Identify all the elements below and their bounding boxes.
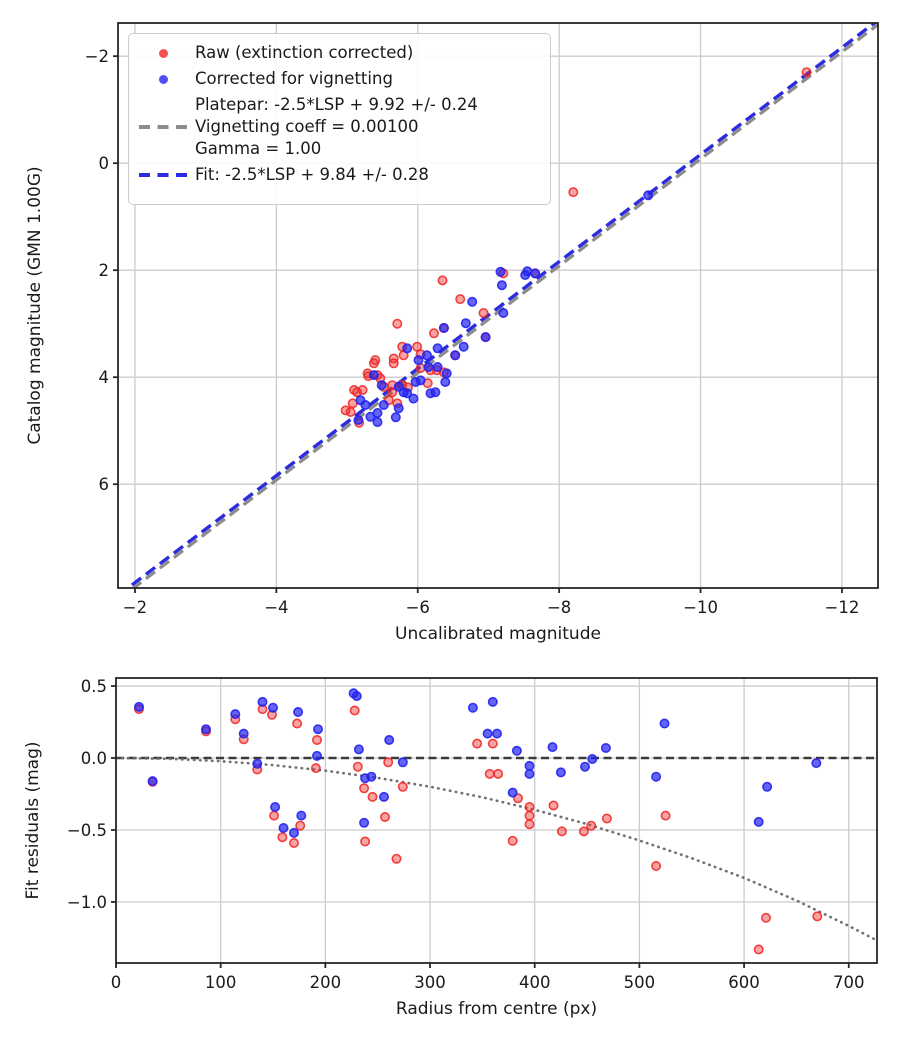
scatter-point-blue bbox=[378, 381, 386, 389]
scatter-point-blue bbox=[440, 324, 448, 332]
scatter-point-blue bbox=[489, 698, 497, 706]
y-tick-label: −0.5 bbox=[66, 821, 107, 840]
x-tick-label: 700 bbox=[832, 973, 865, 992]
scatter-point-blue bbox=[433, 344, 441, 352]
x-tick-label: −2 bbox=[122, 598, 148, 617]
scatter-point-red bbox=[312, 764, 320, 772]
scatter-point-red bbox=[549, 801, 557, 809]
scatter-point-red bbox=[430, 329, 438, 337]
scatter-point-red bbox=[270, 811, 278, 819]
scatter-point-red bbox=[353, 388, 361, 396]
platepar-dash-icon bbox=[139, 125, 187, 129]
scatter-point-blue bbox=[202, 725, 210, 733]
raw-dot-marker-icon bbox=[159, 49, 168, 58]
scatter-point-red bbox=[558, 827, 566, 835]
scatter-point-red bbox=[399, 783, 407, 791]
scatter-point-red bbox=[296, 822, 304, 830]
scatter-point-red bbox=[293, 719, 301, 727]
x-tick-label: 400 bbox=[518, 973, 551, 992]
scatter-point-blue bbox=[399, 388, 407, 396]
scatter-point-red bbox=[384, 758, 392, 766]
x-tick-label: 100 bbox=[204, 973, 237, 992]
scatter-point-blue bbox=[373, 418, 381, 426]
legend-label-corrected: Corrected for vignetting bbox=[195, 69, 393, 88]
fit-dash-icon bbox=[139, 173, 187, 177]
scatter-point-blue bbox=[385, 736, 393, 744]
scatter-point-blue bbox=[380, 793, 388, 801]
scatter-point-red bbox=[652, 862, 660, 870]
scatter-point-blue bbox=[240, 729, 248, 737]
scatter-point-blue bbox=[297, 811, 305, 819]
scatter-point-blue bbox=[499, 309, 507, 317]
y-tick-label: 0.5 bbox=[80, 677, 107, 697]
legend-label-gamma: Gamma = 1.00 bbox=[195, 139, 322, 158]
scatter-point-red bbox=[486, 770, 494, 778]
y-tick-label: 4 bbox=[98, 368, 109, 388]
scatter-point-blue bbox=[531, 269, 539, 277]
scatter-point-red bbox=[361, 837, 369, 845]
scatter-point-red bbox=[351, 706, 359, 714]
scatter-point-red bbox=[313, 736, 321, 744]
scatter-point-blue bbox=[416, 376, 424, 384]
scatter-point-blue bbox=[557, 768, 565, 776]
scatter-point-blue bbox=[548, 743, 556, 751]
scatter-point-red bbox=[494, 770, 502, 778]
scatter-point-blue bbox=[451, 351, 459, 359]
scatter-point-blue bbox=[403, 344, 411, 352]
legend-label-platepar: Platepar: -2.5*LSP + 9.92 +/- 0.24 bbox=[195, 95, 478, 114]
scatter-point-red bbox=[390, 359, 398, 367]
x-tick-label: 0 bbox=[110, 973, 122, 992]
scatter-point-red bbox=[802, 68, 810, 76]
x-tick-label: −10 bbox=[683, 598, 718, 617]
scatter-point-blue bbox=[483, 729, 491, 737]
scatter-point-blue bbox=[354, 416, 362, 424]
scatter-point-blue bbox=[443, 369, 451, 377]
scatter-point-blue bbox=[581, 763, 589, 771]
legend-entry-raw bbox=[137, 42, 540, 64]
scatter-point-red bbox=[525, 803, 533, 811]
scatter-point-red bbox=[370, 359, 378, 367]
scatter-point-blue bbox=[431, 388, 439, 396]
scatter-point-blue bbox=[409, 394, 417, 402]
scatter-point-red bbox=[762, 914, 770, 922]
scatter-point-red bbox=[278, 833, 286, 841]
legend-entry-fit bbox=[137, 164, 540, 186]
scatter-point-blue bbox=[509, 788, 517, 796]
scatter-point-blue bbox=[423, 351, 431, 359]
legend-entry-corrected bbox=[137, 68, 540, 90]
scatter-point-red bbox=[569, 188, 577, 196]
y-axis-label: Catalog magnitude (GMN 1.00G) bbox=[25, 166, 45, 445]
scatter-point-blue bbox=[290, 829, 298, 837]
scatter-point-blue bbox=[644, 191, 652, 199]
scatter-point-red bbox=[525, 811, 533, 819]
legend-entry-platepar bbox=[137, 94, 540, 160]
scatter-point-blue bbox=[367, 773, 375, 781]
scatter-point-blue bbox=[462, 319, 470, 327]
scatter-point-red bbox=[587, 822, 595, 830]
x-axis-label: Uncalibrated magnitude bbox=[395, 624, 601, 644]
scatter-point-red bbox=[354, 763, 362, 771]
scatter-point-blue bbox=[414, 356, 422, 364]
scatter-point-red bbox=[438, 276, 446, 284]
scatter-point-blue bbox=[755, 818, 763, 826]
scatter-point-blue bbox=[525, 770, 533, 778]
x-tick-label: −12 bbox=[824, 598, 860, 617]
scatter-point-blue bbox=[602, 744, 610, 752]
scatter-point-red bbox=[393, 320, 401, 328]
scatter-point-blue bbox=[314, 725, 322, 733]
scatter-point-blue bbox=[269, 704, 277, 712]
scatter-point-blue bbox=[135, 703, 143, 711]
scatter-point-blue bbox=[812, 759, 820, 767]
x-tick-label: 300 bbox=[414, 973, 446, 992]
scatter-point-red bbox=[489, 739, 497, 747]
scatter-point-red bbox=[813, 912, 821, 920]
scatter-point-red bbox=[473, 739, 481, 747]
scatter-point-blue bbox=[763, 783, 771, 791]
scatter-point-blue bbox=[380, 401, 388, 409]
scatter-point-blue bbox=[496, 268, 504, 276]
x-tick-label: 200 bbox=[309, 973, 342, 992]
y-tick-label: 2 bbox=[98, 261, 109, 281]
scatter-point-red bbox=[580, 827, 588, 835]
x-tick-label: 600 bbox=[728, 973, 760, 992]
x-tick-label: 500 bbox=[623, 973, 656, 992]
legend-label-raw: Raw (extinction corrected) bbox=[195, 43, 414, 62]
scatter-point-blue bbox=[481, 333, 489, 341]
scatter-point-blue bbox=[395, 404, 403, 412]
scatter-point-red bbox=[381, 813, 389, 821]
scatter-point-blue bbox=[652, 773, 660, 781]
scatter-point-blue bbox=[660, 719, 668, 727]
x-axis-label: Radius from centre (px) bbox=[395, 999, 598, 1019]
y-tick-label: 6 bbox=[98, 475, 109, 495]
legend-label-vignetting-coeff: Vignetting coeff = 0.00100 bbox=[195, 117, 419, 136]
scatter-point-red bbox=[346, 408, 354, 416]
y-tick-label: 0.0 bbox=[80, 749, 107, 769]
scatter-point-red bbox=[360, 784, 368, 792]
scatter-point-blue bbox=[353, 692, 361, 700]
scatter-point-blue bbox=[279, 824, 287, 832]
scatter-point-red bbox=[525, 820, 533, 828]
scatter-point-red bbox=[392, 855, 400, 863]
scatter-point-blue bbox=[399, 758, 407, 766]
scatter-point-blue bbox=[513, 747, 521, 755]
y-tick-label: 0 bbox=[98, 154, 109, 174]
scatter-point-blue bbox=[588, 755, 596, 763]
scatter-point-blue bbox=[460, 343, 468, 351]
scatter-point-blue bbox=[424, 363, 432, 371]
scatter-point-red bbox=[603, 814, 611, 822]
legend-label-fit: Fit: -2.5*LSP + 9.84 +/- 0.28 bbox=[195, 165, 429, 184]
scatter-point-blue bbox=[521, 271, 529, 279]
scatter-point-blue bbox=[355, 745, 363, 753]
scatter-point-blue bbox=[360, 819, 368, 827]
scatter-point-blue bbox=[433, 363, 441, 371]
scatter-point-blue bbox=[313, 752, 321, 760]
scatter-point-blue bbox=[525, 762, 533, 770]
scatter-point-red bbox=[479, 309, 487, 317]
scatter-point-blue bbox=[493, 729, 501, 737]
scatter-point-blue bbox=[370, 371, 378, 379]
scatter-point-blue bbox=[258, 698, 266, 706]
x-tick-label: −4 bbox=[264, 598, 289, 617]
scatter-point-red bbox=[509, 837, 517, 845]
x-tick-label: −6 bbox=[405, 598, 430, 617]
x-tick-label: −8 bbox=[546, 598, 572, 617]
legend bbox=[128, 33, 551, 205]
scatter-point-blue bbox=[294, 708, 302, 716]
scatter-point-blue bbox=[498, 281, 506, 289]
scatter-point-red bbox=[290, 839, 298, 847]
scatter-point-blue bbox=[468, 298, 476, 306]
scatter-point-blue bbox=[441, 378, 449, 386]
subplot-1 bbox=[23, 677, 877, 1019]
scatter-point-red bbox=[456, 295, 464, 303]
y-tick-label: −1.0 bbox=[66, 892, 107, 912]
scatter-point-blue bbox=[361, 401, 369, 409]
scatter-point-blue bbox=[392, 413, 400, 421]
scatter-point-blue bbox=[271, 803, 279, 811]
scatter-point-blue bbox=[469, 704, 477, 712]
y-tick-label: −2 bbox=[84, 47, 109, 67]
scatter-point-red bbox=[755, 945, 763, 953]
scatter-point-red bbox=[661, 811, 669, 819]
scatter-point-blue bbox=[253, 760, 261, 768]
corrected-dot-marker-icon bbox=[159, 75, 168, 84]
y-axis-label: Fit residuals (mag) bbox=[23, 741, 43, 900]
scatter-point-red bbox=[368, 793, 376, 801]
scatter-point-blue bbox=[148, 777, 156, 785]
scatter-point-blue bbox=[231, 710, 239, 718]
